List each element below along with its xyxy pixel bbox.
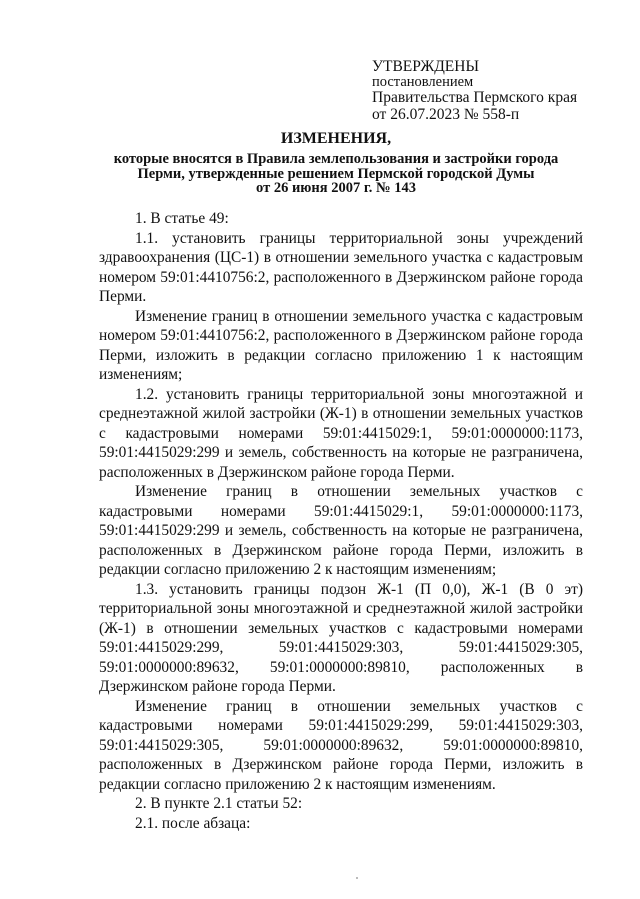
paragraph-2-1: 2.1. после абзаца: (135, 814, 251, 832)
paragraph-1-2-change: Изменение границ в отношении земельных участков с кадастровыми номерами 59:01:4415029:1, 59:01:0000000:1173, 59:01:4415029:299 и земель, собственность на которые не разграничена, расположенных в Дзержинском районе города Перми, изложить в редакции согласно приложению 2 к настоящим изменениям; (99, 483, 583, 578)
approval-stamp (372, 58, 602, 123)
paragraph-2: 2. В пункте 2.1 статьи 52: (135, 795, 303, 812)
paragraph-1-3-change: Изменение границ в отношении земельных участков с кадастровыми номерами 59:01:4415029:299, 59:01:4415029:303, 59:01:4415029:305, 59:01:0000000:89632, 59:01:0000000:89810, расположенных в Дзержинском районе города Перми, изложить в редакции согласно приложению 2 к настоящим изменениям. (99, 697, 583, 793)
paragraph-1: 1. В статье 49: (135, 210, 229, 227)
document-subtitle (96, 152, 576, 196)
subtitle-line-3: от 26 июня 2007 г. № 143 (256, 180, 416, 196)
paragraph-1-3: 1.3. установить границы подзон Ж-1 (П 0,0), Ж-1 (В 0 эт) территориальной зоны многоэтажной и среднеэтажной жилой застройки (Ж-1) в отношении земельных участков с кадастровыми номерами 59:01:4415029:299, 59:01:4415029:303, 59:01:4415029:305, 59:01:0000000:89632, 59:01:0000000:89810, расположенных в Дзержинском районе города Перми. (99, 580, 583, 695)
paragraph-1-1: 1.1. установить границы территориальной зоны учреждений здравоохранения (ЦС-1) в отношении земельного участка с кадастровым номером 59:01:4410756:2, расположенного в Дзержинском районе города Перми. (99, 229, 583, 305)
paragraph-1-1-change: Изменение границ в отношении земельного участка с кадастровым номером 59:01:4410756:2, расположенного в Дзержинском районе города Перми, изложить в редакции согласно приложению 1 к настоящим изменениям; (99, 307, 583, 383)
approval-line-resolution: постановлением (372, 74, 474, 90)
document-body (99, 209, 583, 833)
scan-speck (356, 877, 358, 879)
approval-line-date: от 26.07.2023 № 558-п (372, 106, 520, 123)
approval-line-authority: Правительства Пермского края (372, 89, 578, 106)
subtitle-line-2: Перми, утвержденные решением Пермской городской Думы (137, 165, 535, 182)
paragraph-1-2: 1.2. установить границы территориальной зоны многоэтажной и среднеэтажной жилой застройки (Ж-1) в отношении земельных участков с кадастровыми номерами 59:01:4415029:1, 59:01:0000000:1173, 59:01:4415029:299 и земель, собственность на которые не разграничена, расположенных в Дзержинском районе города Перми. (99, 385, 583, 481)
subtitle-line-1: которые вносятся в Правила землепользования и застройки города (113, 151, 559, 167)
approval-heading: УТВЕРЖДЕНЫ (372, 58, 479, 75)
document-title: ИЗМЕНЕНИЯ, (280, 130, 392, 147)
